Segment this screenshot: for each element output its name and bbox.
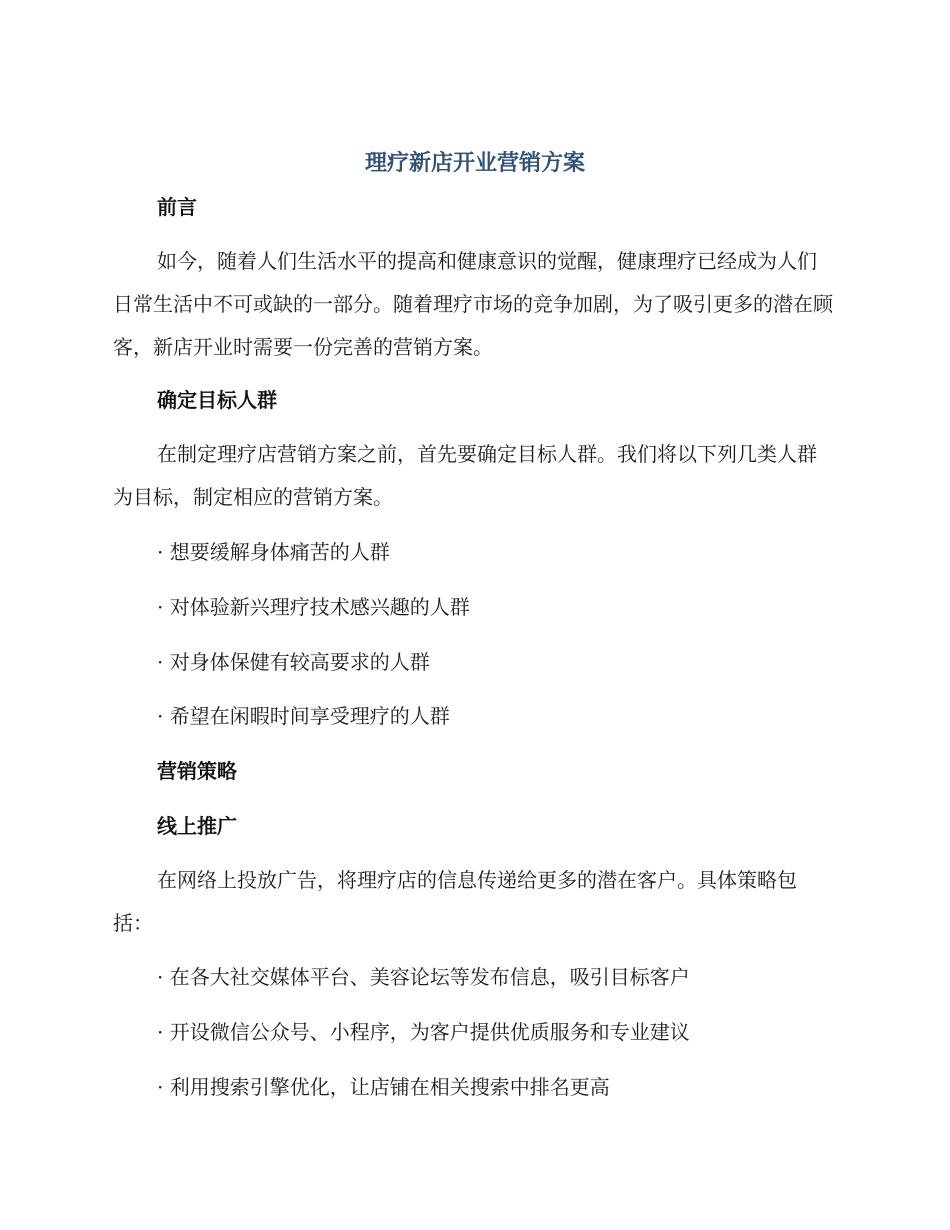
- list-item: · 在各大社交媒体平台、美容论坛等发布信息，吸引目标客户: [157, 965, 690, 989]
- list-item: · 想要缓解身体痛苦的人群: [157, 540, 390, 564]
- list-item: · 对身体保健有较高要求的人群: [157, 650, 430, 674]
- heading-strategy: 营销策略: [157, 759, 237, 783]
- heading-preface: 前言: [157, 195, 197, 219]
- paragraph-target: 在制定理疗店营销方案之前，首先要确定目标人群。我们将以下列几类人群为目标，制定相应的营销方案。: [113, 442, 817, 509]
- list-item: · 对体验新兴理疗技术感兴趣的人群: [157, 595, 470, 619]
- list-item: · 开设微信公众号、小程序，为客户提供优质服务和专业建议: [157, 1020, 690, 1044]
- heading-target: 确定目标人群: [157, 388, 277, 412]
- heading-online: 线上推广: [157, 814, 237, 838]
- list-item: · 利用搜索引擎优化，让店铺在相关搜索中排名更高: [157, 1075, 610, 1099]
- paragraph-online: 在网络上投放广告，将理疗店的信息传递给更多的潜在客户。具体策略包括：: [113, 868, 797, 935]
- document-title: 理疗新店开业营销方案: [364, 151, 585, 176]
- paragraph-preface: 如今，随着人们生活水平的提高和健康意识的觉醒，健康理疗已经成为人们日常生活中不可或缺的一部分。随着理疗市场的竞争加剧，为了吸引更多的潜在顾客，新店开业时需要一份完善的营销方案。: [113, 249, 833, 359]
- list-item: · 希望在闲暇时间享受理疗的人群: [157, 704, 450, 728]
